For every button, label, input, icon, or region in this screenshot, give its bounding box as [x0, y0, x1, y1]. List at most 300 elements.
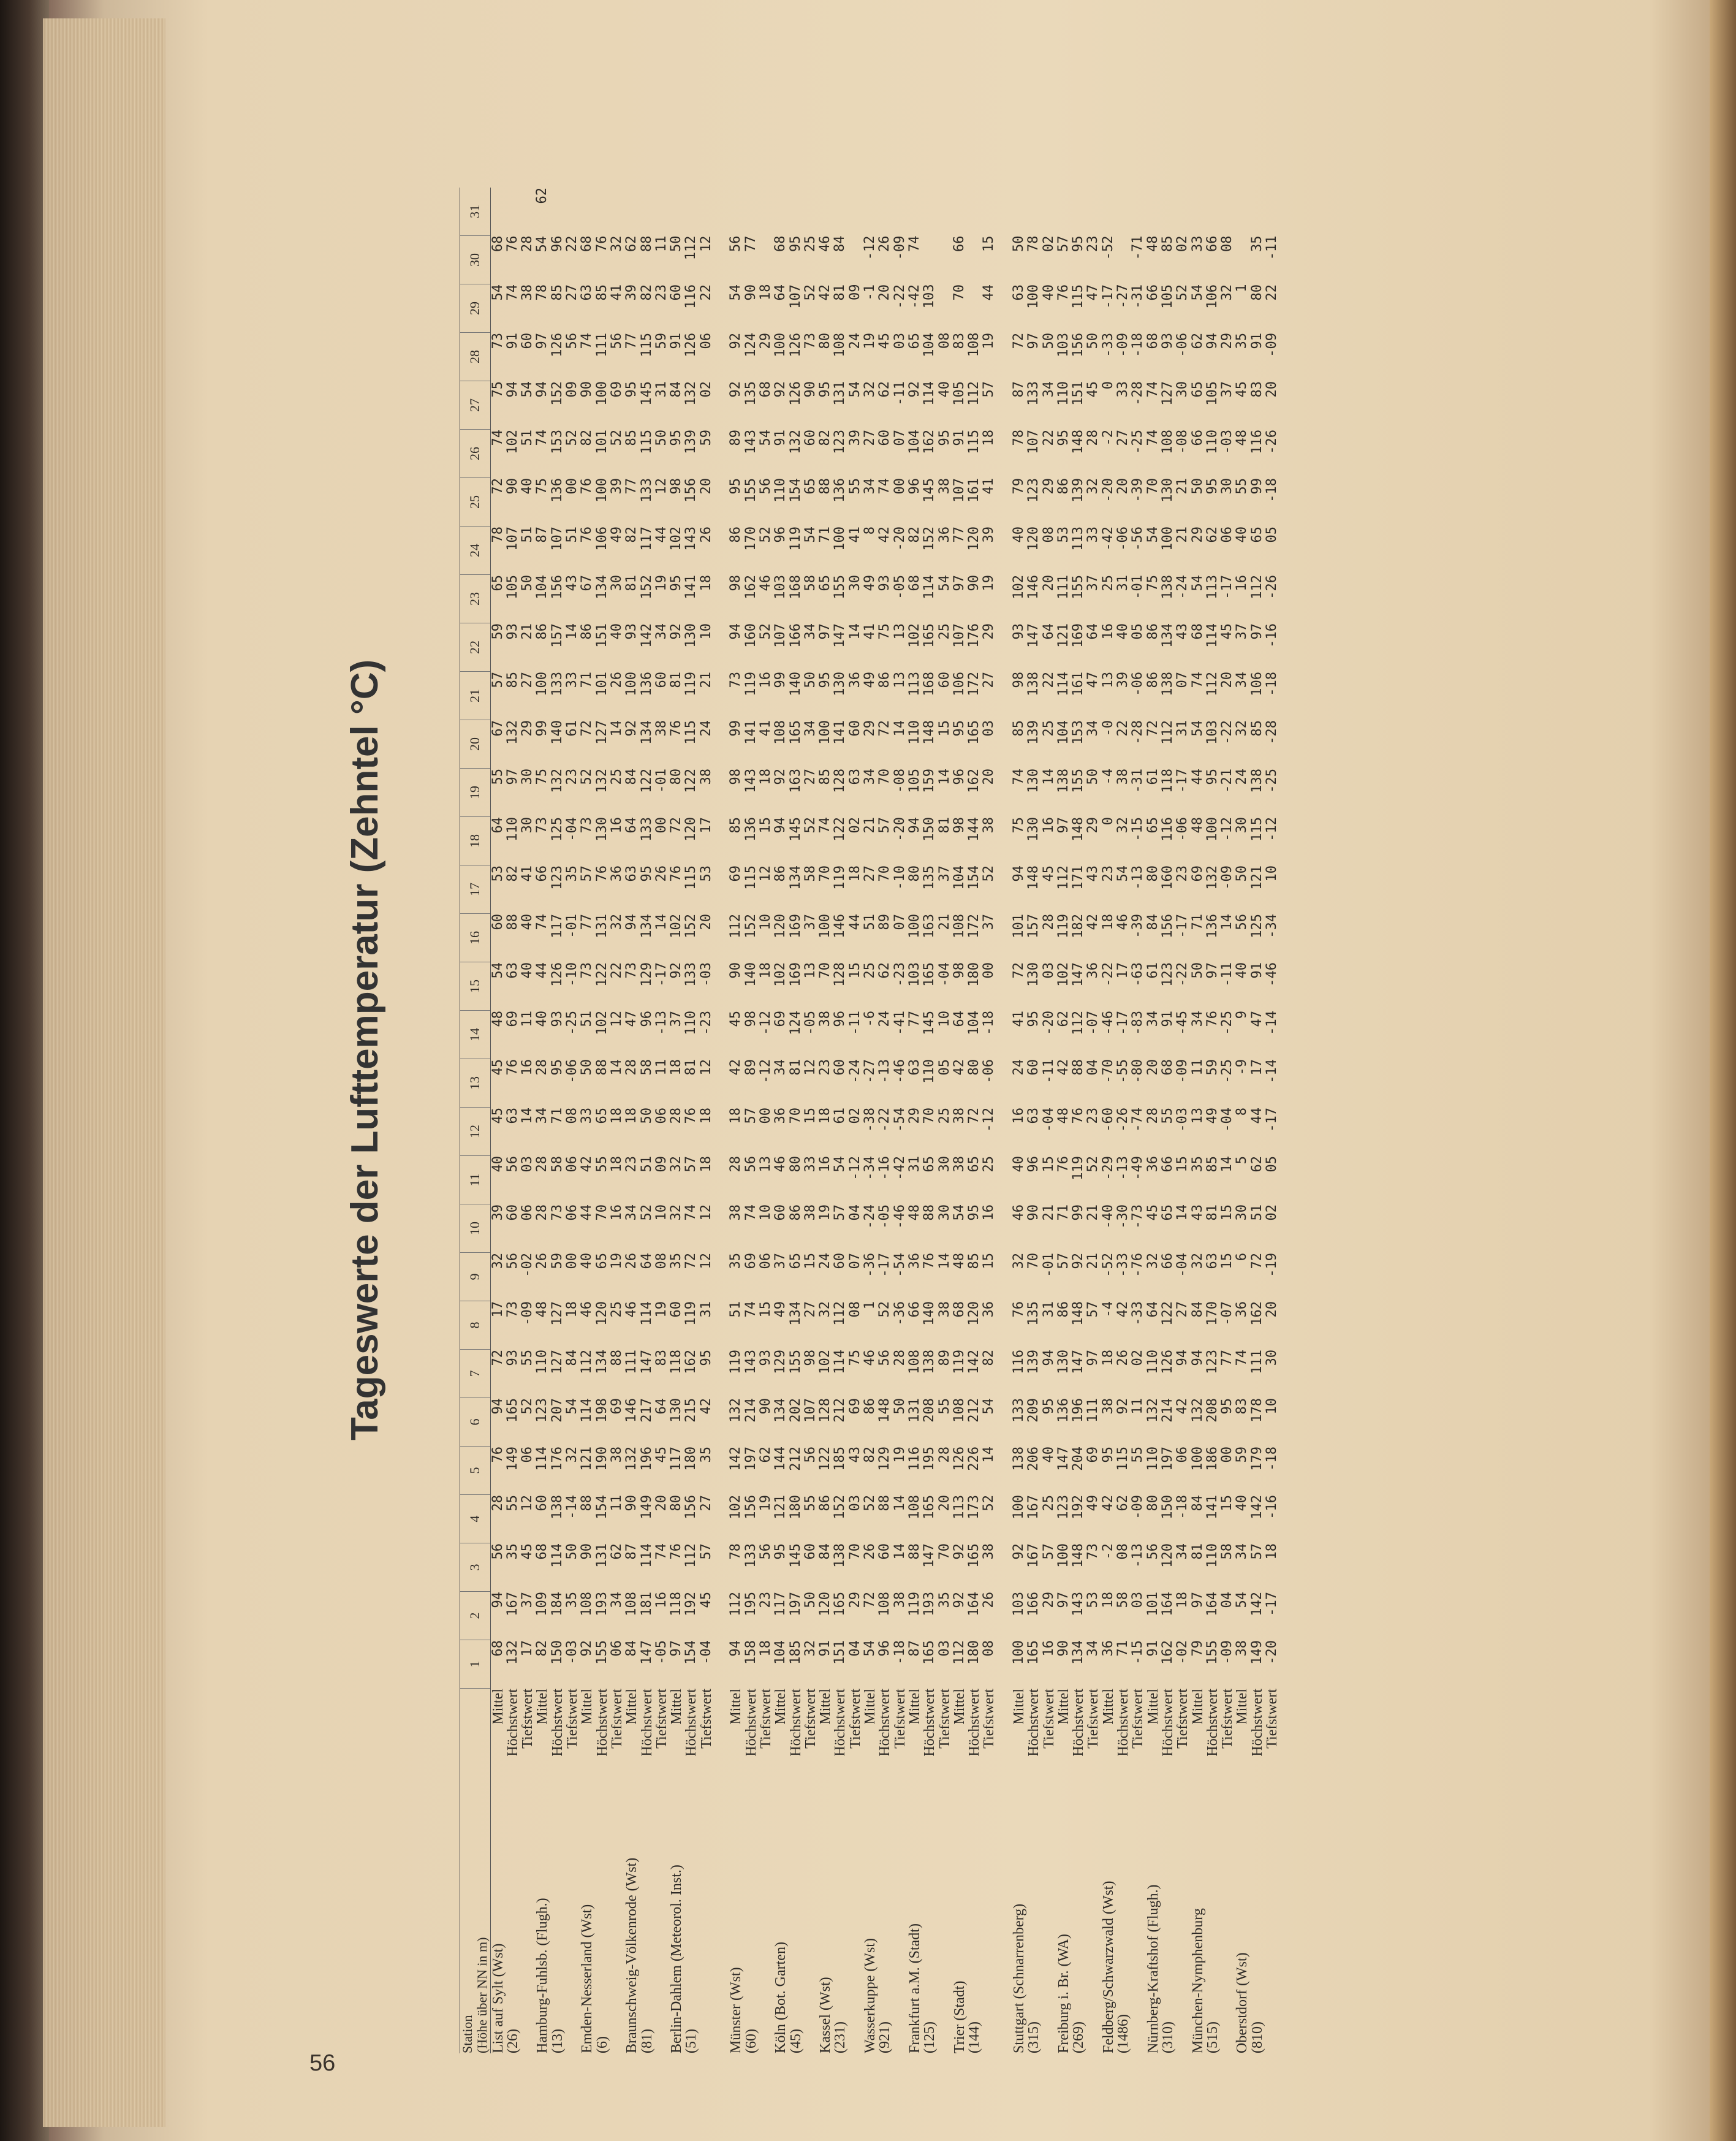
- temperature-value: 38: [951, 1156, 967, 1173]
- temperature-value: 29: [1040, 478, 1056, 495]
- temperature-value: 166: [1026, 1592, 1042, 1616]
- temperature-value: -28: [1130, 381, 1146, 406]
- temperature-value: 54: [981, 1398, 997, 1415]
- temperature-value: 113: [1071, 527, 1086, 551]
- temperature-value: 93: [877, 575, 893, 591]
- table-row: [1161, 188, 1175, 2053]
- temperature-value: 36: [847, 672, 863, 688]
- temperature-value: 156: [1159, 914, 1175, 938]
- temperature-value: 112: [1055, 865, 1071, 890]
- temperature-value: 45: [653, 1447, 669, 1463]
- day-header: 29: [460, 284, 491, 333]
- temperature-value: 59: [490, 623, 506, 640]
- temperature-value: 127: [1159, 381, 1175, 406]
- page-number: 56: [309, 2050, 336, 2076]
- temperature-value: 26: [877, 235, 893, 252]
- temperature-value: 13: [892, 623, 908, 640]
- temperature-value: 14: [1219, 1156, 1235, 1173]
- temperature-value: 54: [832, 1156, 848, 1173]
- temperature-value: 80: [787, 1156, 803, 1173]
- station-name: Freiburg i. Br. (WA): [1055, 1934, 1072, 2053]
- temperature-value: 40: [534, 1011, 550, 1027]
- station-cell: [654, 1796, 669, 2053]
- temperature-value: 89: [877, 914, 893, 930]
- temperature-value: -12: [981, 1108, 997, 1132]
- station-elevation: (6): [594, 2036, 610, 2053]
- temperature-value: 37: [773, 1253, 789, 1269]
- station-cell: [1086, 1796, 1101, 2053]
- temperature-value: 134: [594, 575, 610, 599]
- temperature-value: 134: [594, 1350, 610, 1374]
- temperature-value: -17: [877, 1253, 893, 1277]
- table-row: [1205, 188, 1220, 2053]
- temperature-value: 19: [862, 333, 878, 349]
- temperature-value: 154: [966, 865, 982, 890]
- temperature-value: 97: [1026, 333, 1042, 349]
- temperature-value: 55: [490, 769, 506, 785]
- temperature-value: 27: [862, 430, 878, 446]
- temperature-value: 155: [1204, 1640, 1220, 1665]
- temperature-value: 98: [951, 817, 967, 834]
- temperature-value: 135: [1026, 1301, 1042, 1326]
- temperature-value: 74: [534, 430, 550, 446]
- temperature-value: 34: [862, 769, 878, 785]
- temperature-value: 122: [594, 962, 610, 987]
- temperature-value: 14: [936, 769, 952, 785]
- temperature-value: -03: [1175, 1108, 1191, 1132]
- temperature-value: 18: [981, 430, 997, 446]
- temperature-value: 34: [1234, 1543, 1250, 1560]
- temperature-value: 33: [579, 1108, 595, 1124]
- temperature-value: 63: [1204, 1253, 1220, 1269]
- table-row: [1026, 188, 1041, 2053]
- temperature-value: 130: [683, 623, 699, 648]
- temperature-value: 96: [906, 478, 922, 495]
- temperature-value: 72: [669, 817, 684, 834]
- temperature-value: -04: [564, 817, 580, 842]
- station-cell: [1175, 1796, 1190, 2053]
- day-header: 26: [460, 430, 491, 478]
- temperature-value: 86: [862, 1398, 878, 1415]
- temperature-value: 99: [534, 720, 550, 737]
- temperature-value: 46: [579, 1301, 595, 1318]
- temperature-value: 14: [892, 1543, 908, 1560]
- temperature-value: 214: [1159, 1398, 1175, 1423]
- temperature-value: 57: [743, 1108, 759, 1124]
- temperature-value: -31: [1130, 284, 1146, 309]
- temperature-value: 130: [1026, 962, 1042, 987]
- temperature-value: 20: [653, 1495, 669, 1512]
- temperature-value: 148: [877, 1398, 893, 1423]
- temperature-value: 49: [1085, 1495, 1101, 1512]
- temperature-value: 77: [1219, 1350, 1235, 1366]
- temperature-value: 52: [564, 430, 580, 446]
- temperature-value: 50: [639, 1108, 654, 1124]
- temperature-value: 44: [579, 1204, 595, 1221]
- temperature-value: 02: [698, 381, 714, 398]
- temperature-value: -26: [1264, 430, 1280, 454]
- temperature-value: 154: [594, 1495, 610, 1519]
- temperature-value: 95: [639, 865, 654, 882]
- temperature-value: -18: [1264, 1447, 1280, 1471]
- station-name: Stuttgart (Schnarrenberg): [1010, 1903, 1027, 2053]
- temperature-value: 115: [639, 333, 654, 357]
- temperature-value: 60: [877, 1543, 893, 1560]
- temperature-value: 192: [1071, 1495, 1086, 1519]
- temperature-value: 15: [757, 1301, 773, 1318]
- temperature-value: 81: [683, 1059, 699, 1076]
- temperature-value: 40: [1234, 527, 1250, 543]
- temperature-value: 36: [1085, 962, 1101, 979]
- temperature-value: 120: [817, 1592, 833, 1616]
- temperature-value: 90: [1026, 1204, 1042, 1221]
- temperature-value: 28: [728, 1156, 744, 1173]
- day-header: 6: [460, 1398, 491, 1447]
- temperature-value: 63: [624, 865, 640, 882]
- temperature-value: -09: [1130, 1495, 1146, 1519]
- temperature-value: 93: [1010, 623, 1026, 640]
- temperature-value: 42: [579, 1156, 595, 1173]
- temperature-value: 100: [1204, 817, 1220, 842]
- temperature-value: 56: [564, 333, 580, 349]
- temperature-value: 119: [1055, 914, 1071, 938]
- temperature-value: 15: [1219, 1253, 1235, 1269]
- table-row: [550, 188, 565, 2053]
- temperature-value: 169: [787, 914, 803, 938]
- temperature-value: 97: [1055, 817, 1071, 834]
- temperature-value: 14: [892, 720, 908, 737]
- table-row: [1131, 188, 1145, 2053]
- temperature-value: 62: [877, 962, 893, 979]
- temperature-value: 50: [1234, 865, 1250, 882]
- temperature-value: 26: [862, 1543, 878, 1560]
- station-elevation: (81): [639, 2029, 655, 2053]
- temperature-value: 131: [832, 381, 848, 406]
- temperature-value: 214: [743, 1398, 759, 1423]
- temperature-value: 157: [549, 623, 565, 648]
- temperature-value: 20: [981, 769, 997, 785]
- temperature-value: 15: [1219, 1495, 1235, 1512]
- temperature-value: 94: [906, 817, 922, 834]
- temperature-value: 97: [669, 1640, 684, 1657]
- temperature-value: -76: [1130, 1253, 1146, 1277]
- temperature-value: 115: [683, 720, 699, 745]
- temperature-value: 03: [847, 1495, 863, 1512]
- temperature-value: 68: [906, 575, 922, 591]
- temperature-value: 34: [1085, 1640, 1101, 1657]
- temperature-value: 114: [832, 1350, 848, 1374]
- temperature-value: 56: [504, 1156, 520, 1173]
- temperature-value: 32: [1145, 1253, 1161, 1269]
- temperature-value: 133: [743, 1543, 759, 1568]
- temperature-value: 64: [490, 817, 506, 834]
- temperature-value: 28: [892, 1350, 908, 1366]
- temperature-value: 130: [1159, 478, 1175, 503]
- station-elevation: (51): [683, 2029, 700, 2053]
- temperature-value: 72: [1010, 333, 1026, 349]
- temperature-value: 99: [1071, 1204, 1086, 1221]
- temperature-value: 04: [847, 1640, 863, 1657]
- temperature-value: 73: [549, 1204, 565, 1221]
- temperature-value: -4: [1100, 1301, 1116, 1318]
- station-elevation: (269): [1071, 2021, 1087, 2053]
- temperature-value: 80: [1249, 284, 1265, 301]
- temperature-value: 46: [757, 575, 773, 591]
- temperature-value: 193: [922, 1592, 938, 1616]
- temperature-value: 68: [951, 1301, 967, 1318]
- temperature-value: -45: [1175, 1011, 1191, 1035]
- temperature-value: 123: [1055, 1495, 1071, 1519]
- temperature-value: 115: [743, 865, 759, 890]
- temperature-value: 55: [594, 1156, 610, 1173]
- station-name: Emden-Nesserland (Wst): [579, 1904, 596, 2053]
- temperature-value: 38: [608, 1447, 624, 1463]
- temperature-value: 77: [579, 914, 595, 930]
- table-row: [1042, 188, 1056, 2053]
- temperature-value: 30: [520, 769, 536, 785]
- temperature-value: -80: [1130, 1059, 1146, 1084]
- temperature-value: -33: [1115, 1253, 1131, 1277]
- station-name: Hamburg-Fuhlsb. (Flugh.): [534, 1898, 551, 2053]
- temperature-value: -1: [862, 284, 878, 301]
- station-name: Köln (Bot. Garten): [773, 1942, 789, 2053]
- temperature-value: 55: [504, 1495, 520, 1512]
- temperature-value: 43: [1085, 865, 1101, 882]
- temperature-value: 69: [728, 865, 744, 882]
- temperature-value: 119: [743, 672, 759, 696]
- temperature-value: 38: [936, 1301, 952, 1318]
- temperature-value: 8: [1234, 1108, 1250, 1116]
- temperature-value: 28: [520, 235, 536, 252]
- temperature-value: 141: [683, 575, 699, 599]
- temperature-value: 88: [817, 478, 833, 495]
- temperature-value: 71: [1189, 914, 1205, 930]
- temperature-value: 117: [669, 1447, 684, 1471]
- temperature-value: 145: [787, 817, 803, 842]
- temperature-value: 50: [1189, 962, 1205, 979]
- temperature-value: 89: [743, 1059, 759, 1076]
- temperature-value: 62: [608, 1543, 624, 1560]
- temperature-value: 114: [549, 1543, 565, 1568]
- temperature-value: 152: [832, 1495, 848, 1519]
- temperature-value: 38: [1115, 769, 1131, 785]
- temperature-value: 18: [564, 1301, 580, 1318]
- temperature-value: 90: [579, 381, 595, 398]
- temperature-value: -20: [1264, 1640, 1280, 1665]
- temperature-value: 60: [490, 914, 506, 930]
- temperature-value: 65: [802, 478, 818, 495]
- temperature-value: 180: [683, 1447, 699, 1471]
- temperature-value: 114: [639, 1301, 654, 1326]
- temperature-value: -83: [1130, 1011, 1146, 1035]
- temperature-value: -28: [1130, 720, 1146, 745]
- temperature-value: 45: [490, 1059, 506, 1076]
- table-row: [893, 188, 908, 2053]
- temperature-value: 98: [743, 1011, 759, 1027]
- temperature-value: 02: [1175, 235, 1191, 252]
- temperature-value: 124: [787, 1011, 803, 1035]
- station-cell: [759, 1796, 773, 2053]
- temperature-value: 103: [1204, 720, 1220, 745]
- temperature-value: 83: [1234, 1398, 1250, 1415]
- temperature-value: 126: [683, 333, 699, 357]
- temperature-value: 130: [669, 1398, 684, 1423]
- temperature-value: 88: [877, 1495, 893, 1512]
- temperature-value: 86: [579, 623, 595, 640]
- temperature-value: 123: [1159, 962, 1175, 987]
- temperature-value: 74: [1189, 672, 1205, 688]
- temperature-value: 176: [966, 623, 982, 648]
- station-elevation: (231): [832, 2021, 849, 2053]
- temperature-value: 155: [787, 1350, 803, 1374]
- temperature-value: 28: [1085, 430, 1101, 446]
- temperature-value: 92: [624, 720, 640, 737]
- temperature-value: 82: [534, 1640, 550, 1657]
- temperature-value: 03: [1040, 962, 1056, 979]
- temperature-value: 65: [817, 575, 833, 591]
- temperature-value: 166: [787, 623, 803, 648]
- temperature-value: 98: [1010, 672, 1026, 688]
- temperature-value: 68: [1145, 333, 1161, 349]
- temperature-value: 18: [847, 865, 863, 882]
- temperature-value: 102: [669, 527, 684, 551]
- temperature-value: -30: [1115, 1204, 1131, 1229]
- temperature-value: 98: [802, 1350, 818, 1366]
- temperature-value: 162: [683, 1350, 699, 1374]
- station-name: München-Nymphenburg: [1189, 1908, 1206, 2053]
- temperature-value: 145: [922, 1011, 938, 1035]
- page-stack-edge: [43, 18, 165, 2127]
- temperature-value: -18: [1130, 333, 1146, 357]
- temperature-value: 111: [594, 333, 610, 357]
- temperature-value: 125: [1249, 914, 1265, 938]
- temperature-value: 02: [847, 1108, 863, 1124]
- temperature-value: 06: [698, 333, 714, 349]
- temperature-value: 116: [683, 284, 699, 309]
- temperature-value: 92: [669, 623, 684, 640]
- temperature-value: 97: [1055, 1592, 1071, 1608]
- temperature-value: 13: [1189, 1108, 1205, 1124]
- temperature-value: -12: [847, 1156, 863, 1181]
- temperature-value: 11: [653, 235, 669, 252]
- temperature-value: 95: [1204, 769, 1220, 785]
- temperature-value: 139: [1071, 478, 1086, 503]
- temperature-value: 170: [743, 527, 759, 551]
- temperature-value: -04: [1219, 1108, 1235, 1132]
- temperature-value: 112: [1071, 1011, 1086, 1035]
- temperature-value: 06: [564, 1156, 580, 1173]
- temperature-value: 148: [1071, 430, 1086, 454]
- temperature-value: 77: [624, 333, 640, 349]
- station-cell: [848, 1796, 863, 2053]
- temperature-value: 108: [906, 1350, 922, 1374]
- temperature-value: 20: [1040, 575, 1056, 591]
- temperature-value: 12: [802, 1059, 818, 1076]
- temperature-value: 107: [549, 527, 565, 551]
- day-header: 28: [460, 333, 491, 381]
- temperature-value: 28: [936, 1447, 952, 1463]
- temperature-value: -09: [520, 1301, 536, 1326]
- temperature-value: 114: [579, 1398, 595, 1423]
- value-kind: Mittel: [669, 1689, 685, 1725]
- temperature-value: 30: [1175, 381, 1191, 398]
- temperature-value: 36: [1145, 1156, 1161, 1173]
- table-row: [490, 188, 506, 2053]
- temperature-value: -04: [936, 962, 952, 987]
- temperature-value: 126: [951, 1447, 967, 1471]
- temperature-value: -17: [1100, 284, 1116, 309]
- temperature-value: 96: [877, 1640, 893, 1657]
- temperature-value: -06: [981, 1059, 997, 1084]
- temperature-value: 81: [832, 284, 848, 301]
- temperature-value: 86: [728, 527, 744, 543]
- temperature-value: 190: [594, 1447, 610, 1471]
- value-kind: Tiefstwert: [802, 1689, 819, 1749]
- temperature-value: 16: [817, 1156, 833, 1173]
- station-elevation: (125): [922, 2021, 938, 2053]
- temperature-value: 03: [520, 1156, 536, 1173]
- temperature-value: -01: [564, 914, 580, 938]
- station-header: [460, 1796, 491, 2053]
- temperature-value: -18: [1264, 478, 1280, 503]
- temperature-value: 36: [936, 527, 952, 543]
- temperature-value: 76: [922, 1253, 938, 1269]
- temperature-value: 74: [1010, 769, 1026, 785]
- temperature-value: 14: [847, 623, 863, 640]
- temperature-value: 106: [1204, 284, 1220, 309]
- temperature-value: 108: [877, 1592, 893, 1616]
- temperature-value: 140: [743, 962, 759, 987]
- temperature-value: 160: [743, 623, 759, 648]
- temperature-value: 54: [490, 962, 506, 979]
- table-row: [595, 188, 610, 2053]
- temperature-value: 146: [624, 1398, 640, 1423]
- temperature-value: 05: [1264, 1156, 1280, 1173]
- temperature-value: 31: [906, 1156, 922, 1173]
- temperature-value: 16: [1010, 1108, 1026, 1124]
- value-kind: Höchstwert: [639, 1689, 655, 1757]
- temperature-value: 115: [966, 430, 982, 454]
- temperature-value: 52: [1085, 1156, 1101, 1173]
- temperature-value: 114: [922, 575, 938, 599]
- temperature-value: 26: [534, 1253, 550, 1269]
- value-kind: Mittel: [951, 1689, 968, 1725]
- temperature-value: 98: [951, 962, 967, 979]
- temperature-value: 133: [549, 672, 565, 696]
- temperature-value: 08: [1115, 1543, 1131, 1560]
- temperature-value: -20: [1040, 1011, 1056, 1035]
- temperature-value: 27: [862, 865, 878, 882]
- temperature-value: 86: [773, 865, 789, 882]
- temperature-value: 09: [847, 284, 863, 300]
- temperature-value: 147: [639, 1640, 654, 1665]
- temperature-value: -27: [1115, 284, 1131, 309]
- temperature-value: 113: [951, 1495, 967, 1519]
- temperature-value: 45: [877, 333, 893, 349]
- temperature-value: 112: [683, 235, 699, 260]
- temperature-value: 25: [936, 623, 952, 640]
- temperature-value: 152: [683, 914, 699, 938]
- temperature-value: 76: [669, 720, 684, 737]
- temperature-value: 75: [1010, 817, 1026, 834]
- temperature-value: 51: [579, 1011, 595, 1027]
- temperature-value: 54: [1189, 720, 1205, 737]
- temperature-value: -46: [1264, 962, 1280, 987]
- temperature-value: 14: [892, 1495, 908, 1512]
- temperature-value: -16: [877, 1156, 893, 1181]
- temperature-value: -22: [877, 1108, 893, 1132]
- temperature-value: 74: [743, 1204, 759, 1221]
